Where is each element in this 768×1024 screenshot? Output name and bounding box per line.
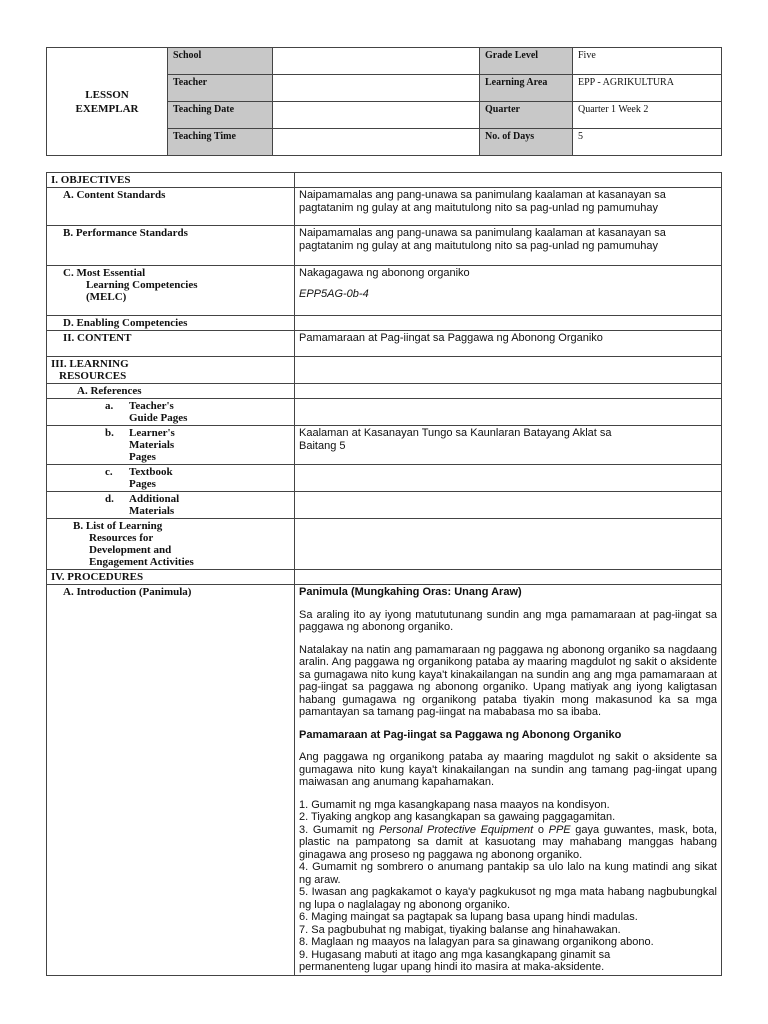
intro-paragraph-3: Ang paggawa ng organikong pataba ay maaring magdulot ng sakit o aksidente sa gumagawa nito kung kaya't kinakailangan na sundin ang tamang pag-iingat upang maiwasan ang anumang kapahamakan. — [299, 751, 717, 788]
header-table — [46, 47, 722, 156]
list-item: 7. Sa pagbubuhat ng mabigat, tiyaking balanse ang hinahawakan. — [299, 923, 621, 936]
no-of-days-label: No. of Days — [480, 129, 573, 156]
intro-paragraph-2: Natalakay na natin ang pamamaraan ng paggawa ng abonong organiko sa nagdaang aralin. Ang paggawa ng organikong pataba ay maaring magdulot ng sakit o aksidente sa gumagawa nito kung kaya't kinakailangan na sundin ang ang mga pamamaraan at pag-iingat sa paggawa ng abonong organiko. Upang matiyak ang iyong kaligtasan habang gumagawa ng organikong pataba tiyakin mong makasunod ka sa mga pamantayan sa tamang pag-iingat na mababasa mo sa ibaba. — [299, 643, 717, 718]
procedures-label: IV. PROCEDURES — [47, 570, 295, 585]
teacher-value — [273, 75, 480, 102]
teacher-label: Teacher — [168, 75, 273, 102]
intro-heading: Panimula (Mungkahing Oras: Unang Araw) — [299, 586, 522, 598]
list-item: 2. Tiyaking angkop ang kasangkapan sa gawaing paggagamitan. — [299, 811, 616, 823]
content-standards-value: Naipamamalas ang pang-unawa sa panimulang kaalaman at kasanayan sa pagtatanim ng gulay at ang maitutulong nito sa pag-unlad ng pamumuhay — [295, 188, 722, 226]
introduction-content — [295, 585, 722, 976]
list-item: 1. Gumamit ng mga kasangkapang nasa maayos na kondisyon. — [299, 798, 610, 811]
school-label: School — [168, 48, 273, 75]
references-label: A. References — [47, 384, 295, 399]
performance-standards-label: B. Performance Standards — [47, 226, 295, 266]
melc-value: Nakagagawa ng abonong organiko EPP5AG-0b-4 — [295, 266, 722, 316]
textbook-pages-label: c. Textbook Pages — [47, 465, 295, 492]
intro-paragraph-1: Sa araling ito ay iyong matututunang sundin ang mga pamamaraan at pag-iingat sa paggawa ng abonong organiko. — [299, 608, 717, 633]
teaching-date-value — [273, 102, 480, 129]
melc-label: C. Most Essential Learning Competencies (MELC) — [47, 266, 295, 316]
list-item: 3. Gumamit ng Personal Protective Equipment o PPE gaya guwantes, mask, bota, plastic na pampatong sa damit at kasuotang may mahabang manggas habang ginagawa ang proseso ng paggawa ng abonong organiko. — [299, 823, 718, 861]
grade-level-value: Five — [573, 48, 722, 75]
lesson-exemplar-title: LESSON EXEMPLAR — [47, 48, 168, 156]
content-standards-label: A. Content Standards — [47, 188, 295, 226]
content-label: II. CONTENT — [47, 331, 295, 357]
teaching-time-label: Teaching Time — [168, 129, 273, 156]
teaching-date-label: Teaching Date — [168, 102, 273, 129]
quarter-value: Quarter 1 Week 2 — [573, 102, 722, 129]
list-item: 4. Gumamit ng sombrero o anumang pantakip sa ulo lalo na kung matindi ang sikat ng araw. — [299, 861, 717, 886]
list-item: 5. Iwasan ang pagkakamot o kaya'y pagkukusot ng mga mata habang nagbubungkal ng lupa o naglalagay ng abonong organiko. — [299, 886, 717, 911]
teaching-time-value — [273, 129, 480, 156]
quarter-label: Quarter — [480, 102, 573, 129]
performance-standards-value: Naipamamalas ang pang-unawa sa panimulang kaalaman at kasanayan sa pagtatanim ng gulay at ang maitutulong nito sa pag-unlad ng pamumuhay — [295, 226, 722, 266]
additional-materials-label: d. Additional Materials — [47, 492, 295, 519]
content-value: Pamamaraan at Pag-iingat sa Paggawa ng Abonong Organiko — [295, 331, 722, 357]
precautions-heading: Pamamaraan at Pag-iingat sa Paggawa ng Abonong Organiko — [299, 728, 622, 741]
list-item: 6. Maging maingat sa pagtapak sa lupang basa upang hindi madulas. — [299, 911, 638, 923]
melc-code: EPP5AG-0b-4 — [299, 287, 369, 300]
school-value — [273, 48, 480, 75]
grade-level-label: Grade Level — [480, 48, 573, 75]
no-of-days-value: 5 — [573, 129, 722, 156]
learning-area-value: EPP - AGRIKULTURA — [573, 75, 722, 102]
list-of-learning-resources-label: B. List of Learning Resources for Development and Engagement Activities — [47, 519, 295, 570]
objectives-heading: I. OBJECTIVES — [47, 173, 295, 188]
learning-resources-label: III. LEARNING RESOURCES — [47, 357, 295, 384]
precautions-list — [299, 799, 717, 974]
learning-area-label: Learning Area — [480, 75, 573, 102]
learners-materials-label: b. Learner's Materials Pages — [47, 426, 295, 465]
lesson-table — [46, 172, 722, 976]
list-item: 8. Maglaan ng maayos na lalagyan para sa ginawang organikong abono. — [299, 936, 654, 948]
list-item: 9. Hugasang mabuti at itago ang mga kasangkapang ginamit sa permanenteng lugar upang hindi ito masira at maka-aksidente. — [299, 948, 611, 973]
enabling-competencies-label: D. Enabling Competencies — [47, 316, 295, 331]
learners-materials-value: Kaalaman at Kasanayan Tungo sa Kaunlaran Batayang Aklat sa Baitang 5 — [295, 426, 722, 465]
teachers-guide-label: a. Teacher's Guide Pages — [47, 399, 295, 426]
introduction-label: A. Introduction (Panimula) — [47, 585, 295, 976]
